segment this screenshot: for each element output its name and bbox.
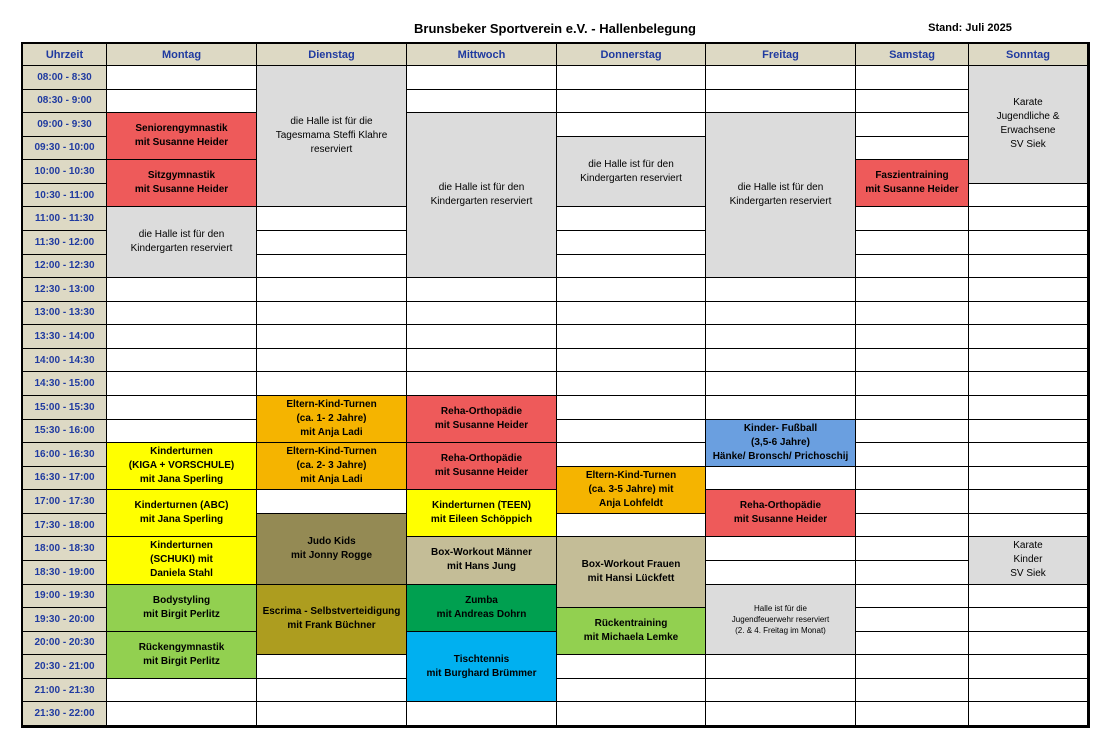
empty-slot <box>856 537 969 561</box>
booking-block: Karate Jugendliche & Erwachsene SV Siek <box>969 66 1088 184</box>
empty-slot <box>257 231 407 255</box>
empty-slot <box>407 325 557 349</box>
booking-block: Rückentraining mit Michaela Lemke <box>557 608 706 655</box>
empty-slot <box>257 349 407 373</box>
empty-slot <box>107 679 257 703</box>
empty-slot <box>969 207 1088 231</box>
empty-slot <box>706 302 856 326</box>
empty-slot <box>257 325 407 349</box>
empty-slot <box>969 372 1088 396</box>
empty-slot <box>969 490 1088 514</box>
booking-block: Seniorengymnastik mit Susanne Heider <box>107 113 257 160</box>
empty-slot <box>969 396 1088 420</box>
time-label: 09:30 - 10:00 <box>23 137 107 161</box>
empty-slot <box>257 207 407 231</box>
empty-slot <box>706 90 856 114</box>
empty-slot <box>969 278 1088 302</box>
empty-slot <box>856 231 969 255</box>
empty-slot <box>107 278 257 302</box>
empty-slot <box>706 372 856 396</box>
empty-slot <box>969 632 1088 656</box>
empty-slot <box>407 90 557 114</box>
column-header: Sonntag <box>969 44 1088 66</box>
empty-slot <box>856 90 969 114</box>
empty-slot <box>856 467 969 491</box>
booking-block: Reha-Orthopädie mit Susanne Heider <box>407 396 557 443</box>
schedule-grid <box>21 42 1090 728</box>
booking-block: Reha-Orthopädie mit Susanne Heider <box>706 490 856 537</box>
empty-slot <box>856 679 969 703</box>
booking-block: Tischtennis mit Burghard Brümmer <box>407 632 557 703</box>
time-label: 12:00 - 12:30 <box>23 255 107 279</box>
empty-slot <box>856 420 969 444</box>
empty-slot <box>856 207 969 231</box>
booking-block: die Halle ist für den Kindergarten reserviert <box>706 113 856 278</box>
empty-slot <box>969 325 1088 349</box>
booking-block: Halle ist für die Jugendfeuerwehr reserviert (2. & 4. Freitag im Monat) <box>706 585 856 656</box>
time-label: 19:30 - 20:00 <box>23 608 107 632</box>
empty-slot <box>706 655 856 679</box>
empty-slot <box>969 585 1088 609</box>
empty-slot <box>856 325 969 349</box>
time-label: 17:00 - 17:30 <box>23 490 107 514</box>
empty-slot <box>856 372 969 396</box>
empty-slot <box>856 278 969 302</box>
booking-block: Eltern-Kind-Turnen (ca. 2- 3 Jahre) mit Anja Ladi <box>257 443 407 490</box>
empty-slot <box>706 467 856 491</box>
empty-slot <box>557 302 706 326</box>
time-label: 20:00 - 20:30 <box>23 632 107 656</box>
time-label: 11:00 - 11:30 <box>23 207 107 231</box>
empty-slot <box>107 396 257 420</box>
booking-block: Karate Kinder SV Siek <box>969 537 1088 584</box>
empty-slot <box>107 349 257 373</box>
booking-block: die Halle ist für den Kindergarten reserviert <box>407 113 557 278</box>
time-label: 13:30 - 14:00 <box>23 325 107 349</box>
booking-block: Kinderturnen (KIGA + VORSCHULE) mit Jana Sperling <box>107 443 257 490</box>
time-label: 10:30 - 11:00 <box>23 184 107 208</box>
time-label: 15:00 - 15:30 <box>23 396 107 420</box>
time-label: 19:00 - 19:30 <box>23 585 107 609</box>
empty-slot <box>706 537 856 561</box>
page-title: Brunsbeker Sportverein e.V. - Hallenbelegung <box>414 21 696 36</box>
booking-block: Box-Workout Frauen mit Hansi Lückfett <box>557 537 706 608</box>
empty-slot <box>557 325 706 349</box>
booking-block: Kinderturnen (TEEN) mit Eileen Schöppich <box>407 490 557 537</box>
empty-slot <box>557 90 706 114</box>
time-label: 21:00 - 21:30 <box>23 679 107 703</box>
booking-block: Box-Workout Männer mit Hans Jung <box>407 537 557 584</box>
empty-slot <box>706 561 856 585</box>
empty-slot <box>706 325 856 349</box>
empty-slot <box>257 702 407 726</box>
empty-slot <box>856 585 969 609</box>
empty-slot <box>856 608 969 632</box>
empty-slot <box>856 396 969 420</box>
empty-slot <box>969 655 1088 679</box>
booking-block: Kinder- Fußball (3,5-6 Jahre) Hänke/ Bronsch/ Prichoschij <box>706 420 856 467</box>
empty-slot <box>557 207 706 231</box>
empty-slot <box>557 679 706 703</box>
time-label: 14:00 - 14:30 <box>23 349 107 373</box>
booking-block: Eltern-Kind-Turnen (ca. 3-5 Jahre) mit Anja Lohfeldt <box>557 467 706 514</box>
empty-slot <box>706 702 856 726</box>
empty-slot <box>969 514 1088 538</box>
empty-slot <box>969 702 1088 726</box>
empty-slot <box>557 278 706 302</box>
empty-slot <box>257 679 407 703</box>
empty-slot <box>856 702 969 726</box>
time-label: 08:00 - 8:30 <box>23 66 107 90</box>
booking-block: die Halle ist für den Kindergarten reserviert <box>107 207 257 278</box>
booking-block: Kinderturnen (ABC) mit Jana Sperling <box>107 490 257 537</box>
empty-slot <box>856 113 969 137</box>
column-header: Mittwoch <box>407 44 557 66</box>
empty-slot <box>856 137 969 161</box>
booking-block: die Halle ist für den Kindergarten reserviert <box>557 137 706 208</box>
booking-block: Escrima - Selbstverteidigung mit Frank Büchner <box>257 585 407 656</box>
column-header: Freitag <box>706 44 856 66</box>
column-header: Montag <box>107 44 257 66</box>
empty-slot <box>107 420 257 444</box>
empty-slot <box>407 372 557 396</box>
empty-slot <box>557 443 706 467</box>
empty-slot <box>969 443 1088 467</box>
column-header: Dienstag <box>257 44 407 66</box>
booking-block: Zumba mit Andreas Dohrn <box>407 585 557 632</box>
empty-slot <box>706 396 856 420</box>
empty-slot <box>706 278 856 302</box>
empty-slot <box>257 255 407 279</box>
booking-block: Kinderturnen (SCHUKI) mit Daniela Stahl <box>107 537 257 584</box>
time-label: 09:00 - 9:30 <box>23 113 107 137</box>
booking-block: Eltern-Kind-Turnen (ca. 1- 2 Jahre) mit Anja Ladi <box>257 396 407 443</box>
time-label: 18:30 - 19:00 <box>23 561 107 585</box>
booking-block: Reha-Orthopädie mit Susanne Heider <box>407 443 557 490</box>
booking-block: Rückengymnastik mit Birgit Perlitz <box>107 632 257 679</box>
empty-slot <box>557 702 706 726</box>
booking-block: die Halle ist für die Tagesmama Steffi Klahre reserviert <box>257 66 407 207</box>
empty-slot <box>557 349 706 373</box>
empty-slot <box>969 302 1088 326</box>
empty-slot <box>557 372 706 396</box>
time-label: 16:00 - 16:30 <box>23 443 107 467</box>
empty-slot <box>969 184 1088 208</box>
empty-slot <box>407 702 557 726</box>
empty-slot <box>856 490 969 514</box>
empty-slot <box>107 372 257 396</box>
empty-slot <box>856 632 969 656</box>
empty-slot <box>856 561 969 585</box>
empty-slot <box>407 302 557 326</box>
empty-slot <box>257 278 407 302</box>
empty-slot <box>969 679 1088 703</box>
time-label: 20:30 - 21:00 <box>23 655 107 679</box>
booking-block: Faszientraining mit Susanne Heider <box>856 160 969 207</box>
time-label: 15:30 - 16:00 <box>23 420 107 444</box>
column-header: Samstag <box>856 44 969 66</box>
time-label: 16:30 - 17:00 <box>23 467 107 491</box>
empty-slot <box>969 420 1088 444</box>
empty-slot <box>107 302 257 326</box>
time-label: 21:30 - 22:00 <box>23 702 107 726</box>
booking-block: Judo Kids mit Jonny Rogge <box>257 514 407 585</box>
empty-slot <box>407 349 557 373</box>
time-label: 17:30 - 18:00 <box>23 514 107 538</box>
empty-slot <box>107 325 257 349</box>
empty-slot <box>557 66 706 90</box>
empty-slot <box>856 255 969 279</box>
time-label: 08:30 - 9:00 <box>23 90 107 114</box>
empty-slot <box>557 396 706 420</box>
empty-slot <box>107 702 257 726</box>
empty-slot <box>969 467 1088 491</box>
empty-slot <box>557 231 706 255</box>
empty-slot <box>407 66 557 90</box>
empty-slot <box>706 66 856 90</box>
stand-date: Stand: Juli 2025 <box>928 22 1012 34</box>
empty-slot <box>557 113 706 137</box>
empty-slot <box>557 420 706 444</box>
empty-slot <box>856 66 969 90</box>
empty-slot <box>706 679 856 703</box>
column-header: Donnerstag <box>557 44 706 66</box>
empty-slot <box>856 349 969 373</box>
empty-slot <box>557 255 706 279</box>
empty-slot <box>969 608 1088 632</box>
booking-block: Bodystyling mit Birgit Perlitz <box>107 585 257 632</box>
time-label: 18:00 - 18:30 <box>23 537 107 561</box>
empty-slot <box>856 443 969 467</box>
empty-slot <box>257 372 407 396</box>
time-label: 14:30 - 15:00 <box>23 372 107 396</box>
empty-slot <box>969 349 1088 373</box>
time-label: 11:30 - 12:00 <box>23 231 107 255</box>
empty-slot <box>257 490 407 514</box>
empty-slot <box>107 90 257 114</box>
empty-slot <box>257 302 407 326</box>
empty-slot <box>856 655 969 679</box>
empty-slot <box>557 514 706 538</box>
column-header: Uhrzeit <box>23 44 107 66</box>
empty-slot <box>856 514 969 538</box>
empty-slot <box>706 349 856 373</box>
empty-slot <box>557 655 706 679</box>
empty-slot <box>407 278 557 302</box>
time-label: 10:00 - 10:30 <box>23 160 107 184</box>
empty-slot <box>856 302 969 326</box>
empty-slot <box>969 231 1088 255</box>
empty-slot <box>257 655 407 679</box>
empty-slot <box>107 66 257 90</box>
time-label: 13:00 - 13:30 <box>23 302 107 326</box>
booking-block: Sitzgymnastik mit Susanne Heider <box>107 160 257 207</box>
time-label: 12:30 - 13:00 <box>23 278 107 302</box>
empty-slot <box>969 255 1088 279</box>
